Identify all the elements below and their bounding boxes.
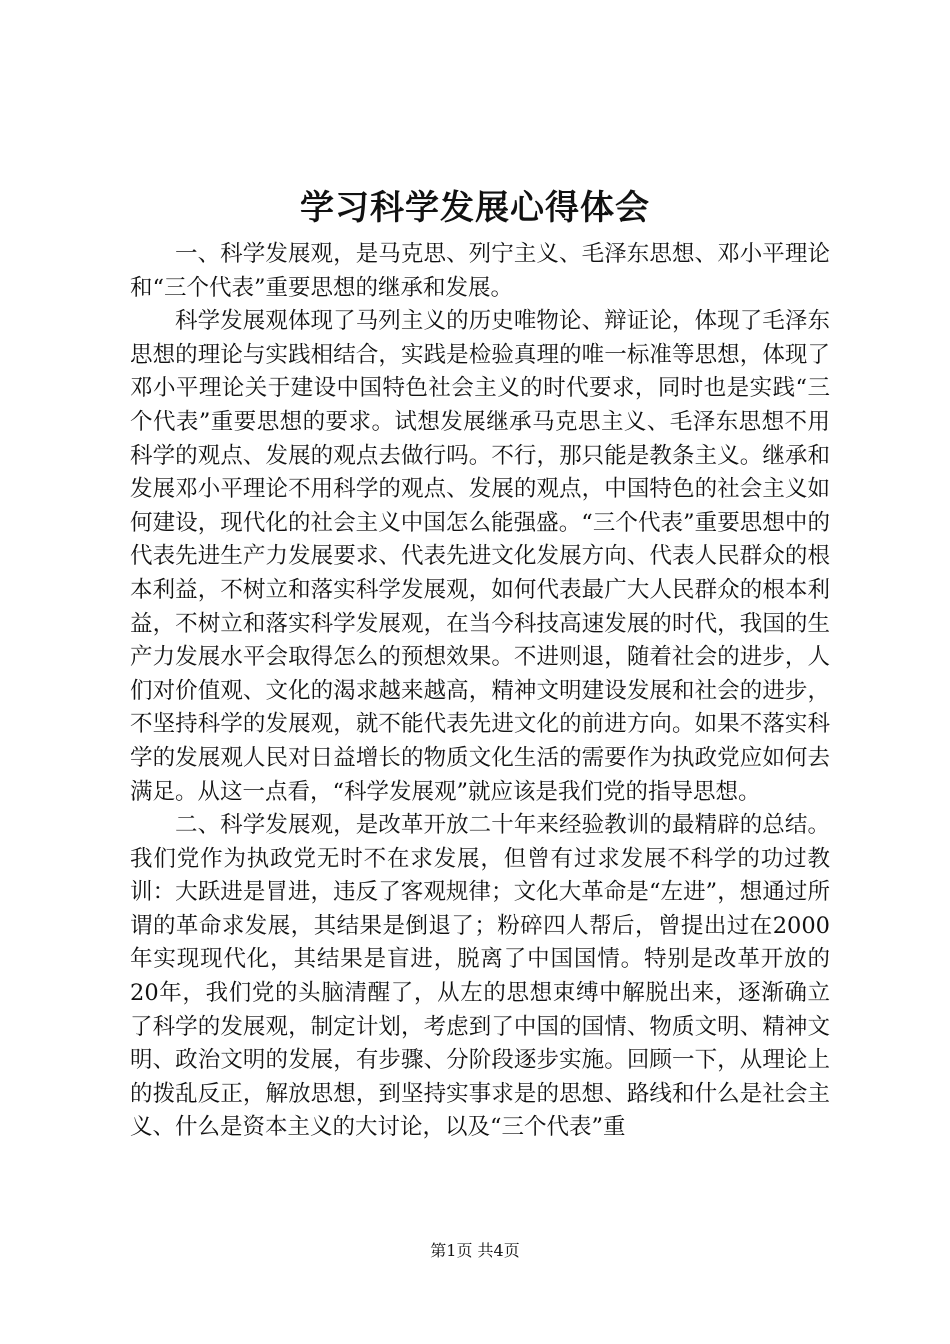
page-number-footer: 第1页 共4页 [430, 1241, 520, 1260]
paragraph-2: 科学发展观体现了马列主义的历史唯物论、辩证论，体现了毛泽东思想的理论与实践相结合，实践是检验真理的唯一标准等思想，体现了邓小平理论关于建设中国特色社会主义的时代要求，同时也是实践“三个代表”重要思想的要求。试想发展继承马克思主义、毛泽东思想不用科学的观点、发展的观点去做行吗。不行，那只能是教条主义。继承和发展邓小平理论不用科学的观点、发展的观点，中国特色的社会主义如何建设，现代化的社会主义中国怎么能强盛。“三个代表”重要思想中的代表先进生产力发展要求、代表先进文化发展方向、代表人民群众的根本利益，不树立和落实科学发展观，如何代表最广大人民群众的根本利益，不树立和落实科学发展观，在当今科技高速发展的时代，我国的生产力发展水平会取得怎么的预想效果。不进则退，随着社会的进步，人们对价值观、文化的渴求越来越高，精神文明建设发展和社会的进步，不坚持科学的发展观，就不能代表先进文化的前进方向。如果不落实科学的发展观人民对日益增长的物质文化生活的需要作为执政党应如何去满足。从这一点看，“科学发展观”就应该是我们党的指导思想。 [130, 308, 830, 805]
paragraph-1: 一、科学发展观，是马克思、列宁主义、毛泽东思想、邓小平理论和“三个代表”重要思想的继承和发展。 [130, 241, 830, 301]
document-title: 学习科学发展心得体会 [300, 188, 650, 228]
paragraph-3: 二、科学发展观，是改革开放二十年来经验教训的最精辟的总结。我们党作为执政党无时不在求发展，但曾有过求发展不科学的功过教训：大跃进是冒进，违反了客观规律；文化大革命是“左进”，想通过所谓的革命求发展，其结果是倒退了；粉碎四人帮后，曾提出过在2000年实现现代化，其结果是盲进，脱离了中国国情。特别是改革开放的20年，我们党的头脑清醒了，从左的思想束缚中解脱出来，逐渐确立了科学的发展观，制定计划，考虑到了中国的国情、物质文明、精神文明、政治文明的发展，有步骤、分阶段逐步实施。回顾一下，从理论上的拨乱反正，解放思想，到坚持实事求是的思想、路线和什么是社会主义、什么是资本主义的大讨论，以及“三个代表”重 [130, 812, 830, 1141]
document-body [130, 238, 830, 1145]
